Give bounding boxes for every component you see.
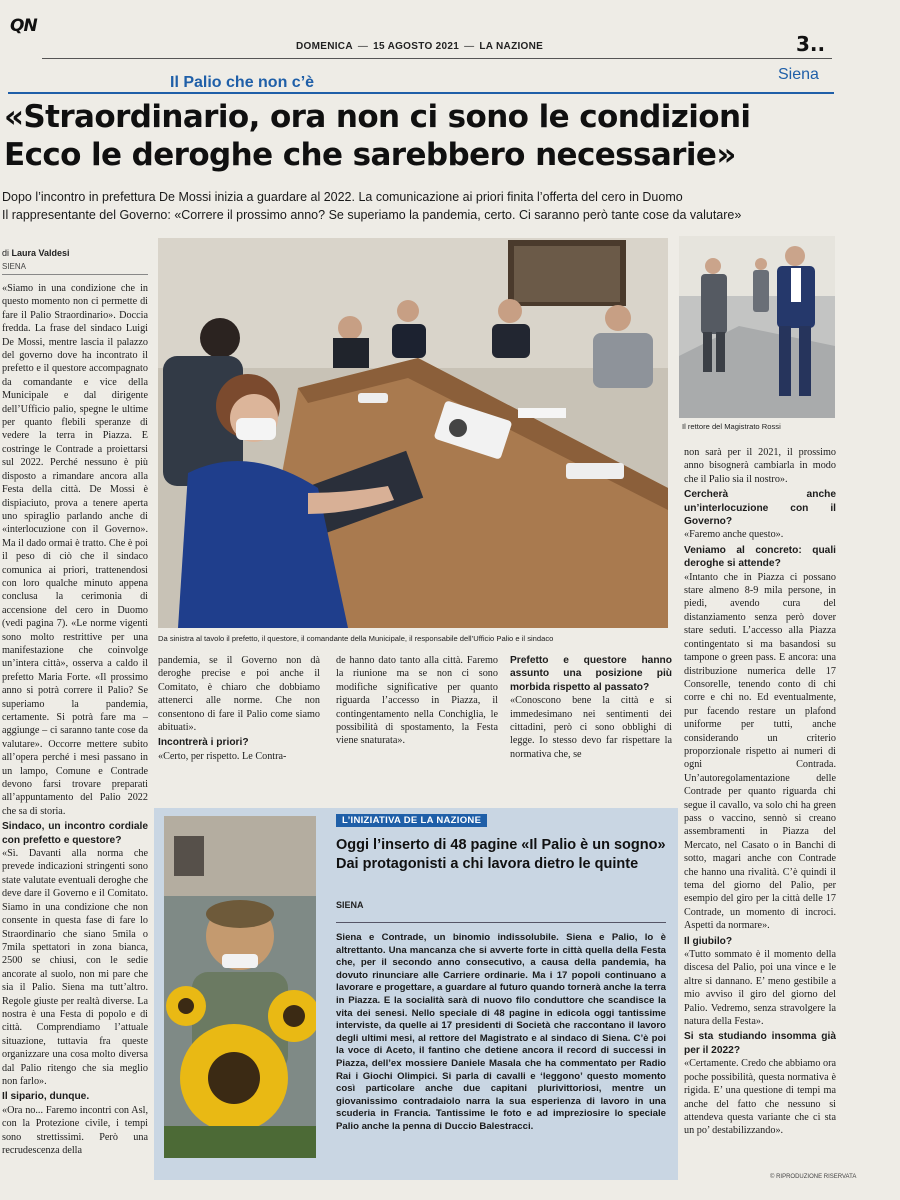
page-number: 3.. (796, 32, 826, 56)
headline (4, 98, 844, 174)
answer-4: «Conoscono bene la città e si immedesimano nei sentimenti dei cittadini, però ci sono obblighi di legge. Io stesso devo far rispettare la normativa che, se (510, 695, 672, 760)
question-5: Cercherà anche un’interlocuzione con il Governo? (684, 489, 836, 528)
question-7: Il giubilo? (684, 935, 733, 947)
article-column-4 (510, 654, 672, 804)
day: DOMENICA (296, 41, 353, 52)
article-column-1 (2, 282, 148, 1176)
section-title: Il Palio che non c’è (170, 74, 315, 91)
main-photo-caption: Da sinistra al tavolo il prefetto, il questore, il comandante della Municipale, il responsabile dell’Ufficio Palio e il sindaco (158, 634, 554, 643)
answer-5: «Faremo anche questo». (684, 529, 784, 541)
question-4: Prefetto e questore hanno assunto una posizione più morbida rispetto al passato? (510, 655, 672, 693)
question-3: Incontrerà i priori? (158, 737, 249, 749)
column-3-text: de hanno dato tanto alla città. Faremo la riunione ma se non ci sono modifiche significative per quanto riguarda l’accesso in Piazza, il contingentamento nella Conchiglia, le possibilità di spostamento, la Festa viene snaturata». (336, 655, 498, 747)
question-2: Il sipario, dunque. (2, 1091, 90, 1103)
side-photo-caption: Il rettore del Magistrato Rossi (682, 422, 781, 431)
promo-title-line-2: Dai protagonisti a chi lavora dietro le quinte (336, 856, 639, 872)
article-column-2 (158, 654, 320, 804)
deck-line-1: Dopo l’incontro in prefettura De Mossi inizia a guardare al 2022. La comunicazione ai priori finita l’offerta del cero in Duomo (2, 190, 683, 204)
promo-title-line-1: Oggi l’inserto di 48 pagine «Il Palio è un sogno» (336, 837, 666, 853)
rettore-photo (679, 236, 835, 418)
paper-name: LA NAZIONE (479, 41, 544, 52)
article-column-3 (336, 654, 498, 804)
promo-photo (164, 816, 316, 1158)
question-8: Si sta studiando insomma già per il 2022? (684, 1031, 836, 1056)
column-5-text: non sarà per il 2021, il prossimo anno bisognerà cambiarla in modo che il Palio sia il nostro». (684, 447, 836, 485)
copyright-credit: © RIPRODUZIONE RISERVATA (770, 1174, 857, 1180)
byline-rule (2, 274, 148, 275)
author: Laura Valdesi (11, 248, 70, 258)
byline (2, 248, 70, 258)
promo-city: SIENA (336, 900, 364, 910)
headline-line-1: «Straordinario, ora non ci sono le condizioni (4, 99, 751, 135)
question-6: Veniamo al concreto: quali deroghe si attende? (684, 544, 836, 570)
column-2-text: pandemia, se il Governo non dà deroghe precise e poi anche il Comitato, è chiaro che dobbiamo attenerci alle norme. Che non consentono di fare il Palio come siamo abituati». (158, 655, 320, 734)
question-1: Sindaco, un incontro cordiale con prefetto e questore? (2, 821, 148, 846)
article-column-5 (684, 446, 836, 1166)
dash-separator: — (464, 41, 475, 52)
column-1-text: «Siamo in una condizione che in questo momento non ci permette di fare il Palio Straordinario». Doccia fredda. La frase del sindaco Luigi De Mossi, mentre lascia il palazzo del governo dove ha incontrato il prefetto e il questore accompagnato da comandante e vice della Municipale e dal dirigente dell’Ufficio palio, spegne le ultime per quanto flebili speranze di vedere la terra in Piazza. E costringe le Contrade a proiettarsi sul 2022. Perché nessuno è più disposto a rimandare ancora alla Festa della città. De Mossi è dispiaciuto, prova a tenere aperta uno spiraglio parlando anche di «interlocuzione con il Governo». Ma il dado ormai è tratto. Che è poi il peso di ciò che il sindaco comunica ai priori, trattenendosi con loro qualche minuto appena conclusa la cerimonia di accensione del cero in Duomo (vedi pagina 7). «Le norme vigenti sono molto restrittive per una manifestazione che coinvolge un’intera città», osserva a caldo il prefetto Maria Forte. «Il prossimo anno si potrà correre il Palio? Se superiamo la pandemia, certamente. Si potrà fare ma – aggiunge – ci saranno tante cose da valutare». Occorre mettere subito all’opera perché i mesi passano in un lampo, Comune e Contrade devono farsi trovare preparati all’appuntamento del Palio 2022 che sa di storia. (2, 283, 148, 817)
dash-separator: — (357, 41, 369, 52)
deck (2, 188, 842, 224)
answer-6: «Intanto che in Piazza ci possano stare almeno 8-9 mila persone, in piedi, avendo cura del distanziamento senza però dover stare seduti. L’accesso alla Piazza contingentato si ma basandosi su tampone o green pass. E ancora: una distribuzione numerica delle 17 Consorelle, tenendo conto di chi corre e chi no. Ed eventualmente, pur facendo restare un plafond uniforme per tutti, anche considerando un criterio proporzionale rispetto ai numeri di ogni Contrada. Un’autoregolamentazione delle Contrade per quanto riguarda chi segue il cavallo, va solo chi ha green pass o vaccino, sennò si creano assembramenti in Piazza del Mercato, nel Casato o in Banchi di sotto, magari anche con Contrade che hanno una rivalità. C’è quindi il tema del giorno del Palio, per esempio del giro per la città delle 17 Contrade, un momento di incroci. Aspetti da normare». (684, 571, 836, 932)
date: 15 AGOSTO 2021 (373, 41, 460, 52)
rettore-photo-illustration (679, 236, 835, 418)
deck-line-2: Il rappresentante del Governo: «Correre il prossimo anno? Se superiamo la pandemia, certo. Ci saranno però tante cose da valutare» (2, 208, 742, 222)
answer-7: «Tutto sommato è il momento della discesa del Palio, poi una vince e le altre si dannano. E’ meno gestibile a mio avviso il giro del giorno del Palio. Vedremo, senza stravolgere la natura della Festa». (684, 949, 836, 1028)
answer-8: «Certamente. Credo che abbiamo ora poche possibilità, questa normativa è rigida. E’ una questione di tempi ma anche del fatto che nessuno si attendeva questa variante che ci sta un po’ destabilizzando». (684, 1058, 836, 1137)
promo-title (336, 836, 666, 874)
prefecture-meeting-photo (158, 238, 668, 628)
byline-city: SIENA (2, 262, 27, 271)
meeting-photo-illustration (158, 238, 668, 628)
headline-line-2: Ecco le deroghe che sarebbero necessarie» (4, 137, 736, 173)
answer-1: «Sì. Davanti alla norma che prevede indicazioni stringenti sono state valutate eventuali deroghe che deve dare il Governo e il Comitato. Siamo in una condizione che non consente in questa fase di fare lo Straordinario che siano 5mila o 7mila spettatori in zona bianca, 2500 se chiusi, con le sedie ancorate al suolo, non mi pare che sia il Palio. Siena ma tutt’altro. Regole giuste per realtà diverse. La nostra è una Festa di popolo e di città. Comprendiamo l’attuale situazione, tuttavia fra queste organizzare una cosa molto diversa dal Palio ritengo che sia meglio non farlo». (2, 848, 148, 1087)
answer-2: «Ora no... Faremo incontri con Asl, con la Protezione civile, i tempi sono strettissimi. Però una recrudescenza della (2, 1104, 148, 1156)
section-city: Siena (778, 66, 819, 83)
promo-rule (336, 922, 666, 923)
section-rule (8, 92, 834, 94)
byline-prefix: di (2, 248, 10, 258)
dateline (296, 41, 543, 52)
header-rule (42, 58, 832, 59)
promo-text: Siena e Contrade, un binomio indissolubile. Siena e Palio, lo è altrettanto. Una mancanza che si avverte forte in città quella della Festa che, per il secondo anno consecutivo, a causa della pandemia, ha dovuto rinunciare alle Carriere ordinarie. Ma i 17 popoli continuano a lavorare e progettare, a guardare al futuro quando tornerà anche la terra in Piazza. E la socialità sarà di nuovo filo conduttore che scandisce la vita dei senesi. Nello speciale di 48 pagine in edicola oggi tantissime interviste, da quelle ai 17 presidenti di Società che raccontano il lavoro degli ultimi mesi, al rettore del Magistrato e al sindaco di Siena. C’è poi la voce di Aceto, il fantino che detiene ancora il record di successi in Piazza, dell’ex mossiere Daniele Masala che ha commentato per Radio Rai i Giochi Olimpici. Si parla di cavalli e ‘leggono’ questo momento così particolare anche due capitani plurivittoriosi, mentre un giovanissimo contradaiolo narra la sua esperienza di lavoro in una scuderia in Francia. Tantissime le foto e ad impreziosire lo speciale Palio anche la penna di Duccio Balestracci. (336, 932, 666, 1132)
qn-logo: QN (10, 16, 37, 36)
child-sunflower-illustration (164, 816, 316, 1158)
promo-kicker: L’INIZIATIVA DE LA NAZIONE (336, 814, 487, 827)
answer-3: «Certo, per rispetto. Le Contra- (158, 750, 287, 762)
